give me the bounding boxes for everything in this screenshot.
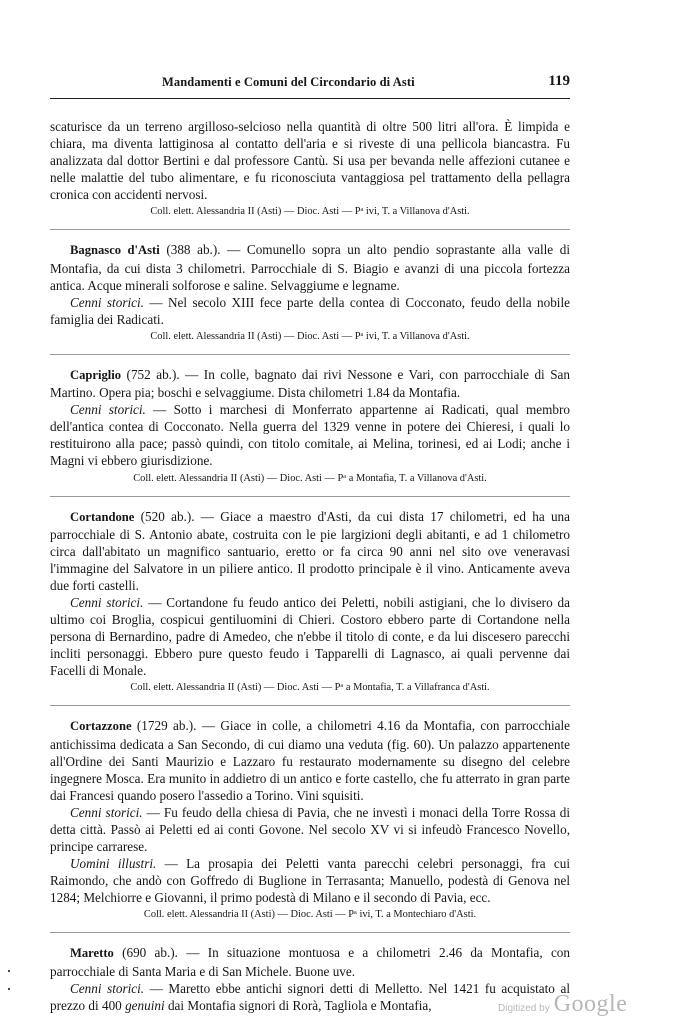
entry-capriglio bbox=[50, 366, 570, 486]
description-text: (752 ab.). — In colle, bagnato dai rivi Nessone e Vari, con parrocchiale di San Martino. Opera pia; boschi e selvaggiume. Dista chilometri 1.84 da Montafia. bbox=[50, 366, 570, 401]
cenni-storici-emphasis: genuini bbox=[125, 997, 165, 1013]
uomini-illustri-text: — La prosapia dei Peletti vanta parecchi celebri personaggi, fra cui Raimondo, che andò con Goffredo di Buglione in Terrasanta; Manuello, podestà di Genova nel 1284; Melchiorre e Giovanni, il primo podestà di Milano e il secondo di Pavia, ecc. bbox=[50, 856, 570, 906]
cenni-storici-paragraph bbox=[50, 804, 570, 855]
commune-name: Maretto bbox=[70, 946, 114, 961]
cenni-storici-label: Cenni storici. bbox=[70, 594, 144, 610]
uomini-illustri-paragraph bbox=[50, 855, 570, 906]
description-text: (520 ab.). — Giace a maestro d'Asti, da cui dista 17 chilometri, ed ha una parrocchiale di S. Antonio abate, costruita con le pie largizioni degli abitanti, e ad 1 chilometro circa dall'abitato un magnifico santuario, eretto or fa circa 90 anni nel sito ove veneravasi l'immagine del Salvatore in un piliere antico. Il prodotto principale è il vino. Anticamente aveva due forti castelli. bbox=[50, 508, 570, 593]
entry-description bbox=[50, 944, 570, 979]
cenni-storici-paragraph bbox=[50, 401, 570, 469]
commune-name: Bagnasco d'Asti bbox=[70, 243, 160, 258]
scan-speck bbox=[8, 970, 10, 972]
page-number: 119 bbox=[548, 73, 570, 89]
intro-paragraph: scaturisce da un terreno argilloso-selcioso nella quantità di oltre 500 litri all'ora. È limpida e chiara, ma diventa lattiginosa al contatto dell'aria e si riveste di una pellicola biancastra. Fu analizzata dal dottor Bertini e dal professore Cantù. Si usa per bevanda nelle affezioni cutanee e nelle malattie del tubo alimentare, e fu riconosciuta vantaggiosa pel trattamento della pellagra cronica con accidenti nervosi. bbox=[50, 119, 570, 203]
description-text: (1729 ab.). — Giace in colle, a chilometri 4.16 da Montafia, con parrocchiale antichissima dedicata a San Secondo, di cui diamo una veduta (fig. 60). Un palazzo appartenente all'Ordine dei Santi Maurizio e Lazzaro fu restaurato modernamente su disegno del celebre ingegnere Mosca. Era munito in addietro di un antico e forte castello, che fu atterrato in gran parte dai Francesi quando posero l'assedio a Torino. Vini squisiti. bbox=[50, 718, 570, 803]
cenni-storici-paragraph bbox=[50, 594, 570, 679]
scan-speck bbox=[8, 988, 10, 990]
coll-line: Coll. elett. Alessandria II (Asti) — Dioc. Asti — Pᵃ a Montafia, T. a Villafranca d'Asti. bbox=[130, 682, 490, 694]
page-header bbox=[50, 75, 570, 95]
coll-line: Coll. elett. Alessandria II (Asti) — Dioc. Asti — Pᵃ a Montafia, T. a Villanova d'Asti. bbox=[133, 472, 487, 484]
google-watermark bbox=[498, 991, 627, 1018]
entry-description bbox=[50, 717, 570, 803]
cenni-storici-label: Cenni storici. bbox=[70, 402, 146, 418]
coll-line: Coll. elett. Alessandria II (Asti) — Dioc. Asti — Pᵃ ivi, T. a Montechiaro d'Asti. bbox=[143, 909, 477, 921]
commune-name: Capriglio bbox=[70, 367, 122, 382]
cenni-storici-paragraph bbox=[50, 980, 570, 1014]
cenni-storici-text-cont: dai Montafia signori di Rorà, Tagliola e Montafia, bbox=[164, 997, 432, 1013]
commune-name: Cortandone bbox=[70, 509, 135, 524]
commune-name: Cortazzone bbox=[70, 719, 132, 734]
running-title: Mandamenti e Comuni del Circondario di Asti bbox=[162, 75, 415, 89]
cenni-storici-label: Cenni storici. bbox=[70, 980, 145, 996]
coll-line: Coll. elett. Alessandria II (Asti) — Dioc. Asti — Pᵃ ivi, T. a Villanova d'Asti. bbox=[150, 206, 470, 218]
page-body bbox=[50, 118, 570, 1014]
entry-description bbox=[50, 366, 570, 401]
entry-bagnasco bbox=[50, 241, 570, 343]
entry-intro bbox=[50, 118, 570, 219]
entry-cortandone bbox=[50, 508, 570, 696]
entry-description bbox=[50, 241, 570, 293]
uomini-illustri-label: Uomini illustri. bbox=[70, 856, 157, 872]
entry-cortazzone bbox=[50, 717, 570, 922]
entry-separator bbox=[50, 354, 570, 355]
entry-separator bbox=[50, 229, 570, 230]
entry-separator bbox=[50, 932, 570, 933]
cenni-storici-text: — Sotto i marchesi di Monferrato appartenne ai Radicati, qual membro dell'antica contea di Cocconato. Nella guerra del 1329 venne in potere dei Chieresi, i quali lo restituirono alla pace; passò quindi, con titolo comitale, ai Melina, torinesi, ed ai Lodi; anche i Magni vi ebbero giurisdizione. bbox=[50, 402, 570, 469]
cenni-storici-text: — Nel secolo XIII fece parte della contea di Cocconato, feudo della nobile famiglia dei Radicati. bbox=[50, 294, 570, 327]
google-logo-text: Google bbox=[553, 991, 628, 1017]
description-text: (690 ab.). — In situazione montuosa e a chilometri 2.46 da Montafia, con parrocchiale di Santa Maria e di San Michele. Buone uve. bbox=[50, 945, 570, 979]
cenni-storici-paragraph bbox=[50, 294, 570, 328]
coll-line: Coll. elett. Alessandria II (Asti) — Dioc. Asti — Pᵃ ivi, T. a Villanova d'Asti. bbox=[150, 330, 470, 342]
cenni-storici-text: — Cortandone fu feudo antico dei Peletti, nobili astigiani, che lo divisero da ultimo coi Broglia, cospicui gentiluomini di Chieri. Costoro ebbero parte di Cortandone nella persona di Bernardino, padre di Amedeo, che n'ebbe il titolo di conte, e da lui discesero parecchi incliti personaggi. Ebbero pure questo feudo i Tapparelli di Lagnasco, ai quali pervenne dai Facelli di Monale. bbox=[50, 594, 570, 679]
digitized-by-text: Digitized by bbox=[498, 1003, 550, 1014]
cenni-storici-text: — Maretto ebbe antichi signori detti di Melletto. Nel 1421 fu acquistato al prezzo di 400 bbox=[50, 980, 570, 1013]
entry-description bbox=[50, 508, 570, 594]
header-rule bbox=[50, 98, 570, 99]
cenni-storici-label: Cenni storici. bbox=[70, 804, 143, 820]
description-text: (388 ab.). — Comunello sopra un alto pendio soprastante alla valle di Montafia, da cui dista 3 chilometri. Parrocchiale di S. Biagio e avanzi di una piccola fortezza antica. Acque minerali solforose e saline. Selvaggiume e legname. bbox=[50, 242, 570, 293]
cenni-storici-label: Cenni storici. bbox=[70, 294, 144, 310]
entry-separator bbox=[50, 496, 570, 497]
cenni-storici-text: — Fu feudo della chiesa di Pavia, che ne investì i monaci della Torre Rossa di detta città. Passò ai Peletti ed ai conti Govone. Nel secolo XV vi si infeudò Francesco Novello, principe carrarese. bbox=[50, 804, 570, 855]
entry-maretto bbox=[50, 944, 570, 1013]
entry-separator bbox=[50, 705, 570, 706]
